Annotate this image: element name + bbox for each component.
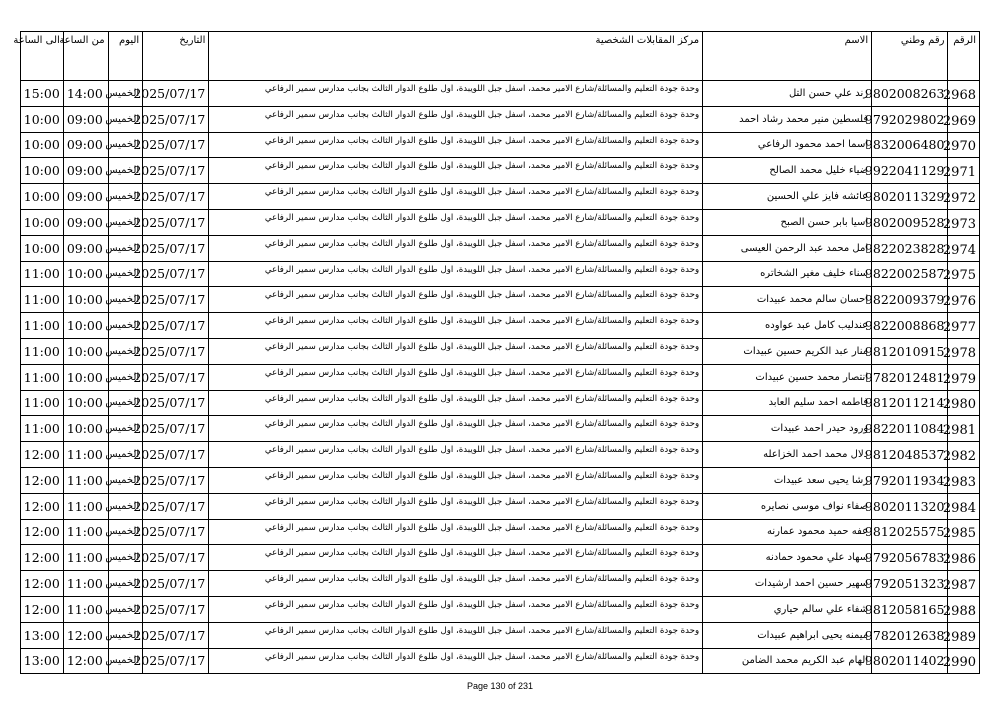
header-num: الرقم [948,32,980,81]
to-time-cell: 12:00 [21,493,64,519]
from-time-cell: 09:00 [63,132,108,158]
table-row [21,596,980,622]
row-number-cell: 2975 [948,261,980,287]
national-id-cell: 9822011084 [872,416,948,442]
from-time-cell: 14:00 [63,81,108,107]
from-time-cell: 11:00 [63,596,108,622]
table-body [21,81,980,674]
table-row [21,493,980,519]
table-header-row [21,32,980,81]
interview-date-cell: 2025/07/17 [143,442,209,468]
national-id-cell: 9792056783 [872,545,948,571]
person-name-cell: دلال محمد احمد الخزاعله [703,442,872,468]
to-time-cell: 12:00 [21,596,64,622]
to-time-cell: 15:00 [21,81,64,107]
interview-day-cell: الخميس [108,493,143,519]
person-name-cell: رشا يحيى سعد عبيدات [703,467,872,493]
person-name-cell: انتصار محمد حسين عبيدات [703,364,872,390]
row-number-cell: 2982 [948,442,980,468]
table-row [21,622,980,648]
national-id-cell: 9802009528 [872,209,948,235]
row-number-cell: 2983 [948,467,980,493]
interview-day-cell: الخميس [108,287,143,313]
person-name-cell: منار عبد الكريم حسين عبيدات [703,338,872,364]
interview-center-cell: وحدة جودة التعليم والمسائلة/شارع الامير محمد، اسفل جبل اللويبدة، اول طلوع الدوار الثالث بجانب مدارس سمير الرفاعي [209,467,703,493]
interview-date-cell: 2025/07/17 [143,184,209,210]
interview-date-cell: 2025/07/17 [143,519,209,545]
table-row [21,209,980,235]
national-id-cell: 9782012638 [872,622,948,648]
row-number-cell: 2989 [948,622,980,648]
table-row [21,235,980,261]
interview-day-cell: الخميس [108,209,143,235]
from-time-cell: 11:00 [63,442,108,468]
interview-date-cell: 2025/07/17 [143,209,209,235]
interview-center-cell: وحدة جودة التعليم والمسائلة/شارع الامير محمد، اسفل جبل اللويبدة، اول طلوع الدوار الثالث بجانب مدارس سمير الرفاعي [209,209,703,235]
row-number-cell: 2974 [948,235,980,261]
interview-center-cell: وحدة جودة التعليم والمسائلة/شارع الامير محمد، اسفل جبل اللويبدة، اول طلوع الدوار الثالث بجانب مدارس سمير الرفاعي [209,261,703,287]
to-time-cell: 12:00 [21,571,64,597]
table-row [21,442,980,468]
to-time-cell: 11:00 [21,338,64,364]
from-time-cell: 11:00 [63,467,108,493]
to-time-cell: 11:00 [21,287,64,313]
from-time-cell: 11:00 [63,519,108,545]
interview-center-cell: وحدة جودة التعليم والمسائلة/شارع الامير محمد، اسفل جبل اللويبدة، اول طلوع الدوار الثالث بجانب مدارس سمير الرفاعي [209,390,703,416]
table-row [21,519,980,545]
row-number-cell: 2971 [948,158,980,184]
interview-center-cell: وحدة جودة التعليم والمسائلة/شارع الامير محمد، اسفل جبل اللويبدة، اول طلوع الدوار الثالث بجانب مدارس سمير الرفاعي [209,338,703,364]
interview-day-cell: الخميس [108,158,143,184]
table-row [21,364,980,390]
row-number-cell: 2984 [948,493,980,519]
national-id-cell: 9822002587 [872,261,948,287]
interview-center-cell: وحدة جودة التعليم والمسائلة/شارع الامير محمد، اسفل جبل اللويبدة، اول طلوع الدوار الثالث بجانب مدارس سمير الرفاعي [209,364,703,390]
from-time-cell: 09:00 [63,158,108,184]
interview-date-cell: 2025/07/17 [143,287,209,313]
from-time-cell: 10:00 [63,287,108,313]
table-row [21,287,980,313]
person-name-cell: عفه حميد محمود عمارنه [703,519,872,545]
from-time-cell: 10:00 [63,313,108,339]
interview-date-cell: 2025/07/17 [143,106,209,132]
interview-date-cell: 2025/07/17 [143,467,209,493]
interview-day-cell: الخميس [108,648,143,674]
header-day: اليوم [108,32,143,81]
person-name-cell: سهاد علي محمود حمادنه [703,545,872,571]
row-number-cell: 2985 [948,519,980,545]
to-time-cell: 13:00 [21,622,64,648]
interview-date-cell: 2025/07/17 [143,571,209,597]
interview-day-cell: الخميس [108,184,143,210]
table-row [21,467,980,493]
interview-date-cell: 2025/07/17 [143,493,209,519]
to-time-cell: 11:00 [21,364,64,390]
interview-day-cell: الخميس [108,81,143,107]
document-sheet [13,31,980,674]
from-time-cell: 10:00 [63,364,108,390]
header-name: الاسم [703,32,872,81]
interview-day-cell: الخميس [108,467,143,493]
row-number-cell: 2981 [948,416,980,442]
table-row [21,261,980,287]
national-id-cell: 9822009379 [872,287,948,313]
table-row [21,158,980,184]
interview-day-cell: الخميس [108,545,143,571]
national-id-cell: 9792029802 [872,106,948,132]
national-id-cell: 9802011320 [872,493,948,519]
national-id-cell: 9812058165 [872,596,948,622]
person-name-cell: صفاء نواف موسى نصايره [703,493,872,519]
interview-schedule-table [13,31,980,674]
to-time-cell: 12:00 [21,545,64,571]
national-id-cell: 9792051323 [872,571,948,597]
interview-day-cell: الخميس [108,596,143,622]
person-name-cell: اسما احمد محمود الرفاعي [703,132,872,158]
row-number-cell: 2978 [948,338,980,364]
interview-day-cell: الخميس [108,571,143,597]
person-name-cell: عائشه فايز علي الحسين [703,184,872,210]
table-row [21,648,980,674]
interview-day-cell: الخميس [108,442,143,468]
from-time-cell: 11:00 [63,493,108,519]
interview-date-cell: 2025/07/17 [143,158,209,184]
interview-day-cell: الخميس [108,132,143,158]
interview-center-cell: وحدة جودة التعليم والمسائلة/شارع الامير محمد، اسفل جبل اللويبدة، اول طلوع الدوار الثالث بجانب مدارس سمير الرفاعي [209,313,703,339]
interview-day-cell: الخميس [108,519,143,545]
to-time-cell: 10:00 [21,158,64,184]
row-number-cell: 2969 [948,106,980,132]
interview-center-cell: وحدة جودة التعليم والمسائلة/شارع الامير محمد، اسفل جبل اللويبدة، اول طلوع الدوار الثالث بجانب مدارس سمير الرفاعي [209,416,703,442]
person-name-cell: عندليب كامل عبد عواوده [703,313,872,339]
to-time-cell: 12:00 [21,519,64,545]
header-date: التاريخ [143,32,209,81]
to-time-cell: 11:00 [21,313,64,339]
interview-center-cell: وحدة جودة التعليم والمسائلة/شارع الامير محمد، اسفل جبل اللويبدة، اول طلوع الدوار الثالث بجانب مدارس سمير الرفاعي [209,442,703,468]
interview-center-cell: وحدة جودة التعليم والمسائلة/شارع الامير محمد، اسفل جبل اللويبدة، اول طلوع الدوار الثالث بجانب مدارس سمير الرفاعي [209,106,703,132]
row-number-cell: 2970 [948,132,980,158]
person-name-cell: سهير حسين احمد ارشيدات [703,571,872,597]
header-from-time: من الساعة [63,32,108,81]
page-footer: Page 130 of 231 [466,681,534,691]
interview-center-cell: وحدة جودة التعليم والمسائلة/شارع الامير محمد، اسفل جبل اللويبدة، اول طلوع الدوار الثالث بجانب مدارس سمير الرفاعي [209,596,703,622]
national-id-cell: 9812025575 [872,519,948,545]
national-id-cell: 9792011934 [872,467,948,493]
from-time-cell: 11:00 [63,571,108,597]
from-time-cell: 09:00 [63,184,108,210]
from-time-cell: 12:00 [63,622,108,648]
national-id-cell: 9812010915 [872,338,948,364]
row-number-cell: 2990 [948,648,980,674]
interview-day-cell: الخميس [108,416,143,442]
interview-day-cell: الخميس [108,235,143,261]
header-national-id: رقم وطني [872,32,948,81]
table-row [21,106,980,132]
person-name-cell: رند علي حسن التل [703,81,872,107]
national-id-cell: 9812048537 [872,442,948,468]
interview-day-cell: الخميس [108,313,143,339]
from-time-cell: 09:00 [63,106,108,132]
table-row [21,81,980,107]
row-number-cell: 2980 [948,390,980,416]
interview-date-cell: 2025/07/17 [143,390,209,416]
interview-date-cell: 2025/07/17 [143,235,209,261]
interview-center-cell: وحدة جودة التعليم والمسائلة/شارع الامير محمد، اسفل جبل اللويبدة، اول طلوع الدوار الثالث بجانب مدارس سمير الرفاعي [209,648,703,674]
table-row [21,390,980,416]
row-number-cell: 2976 [948,287,980,313]
row-number-cell: 2972 [948,184,980,210]
person-name-cell: شفاء علي سالم حياري [703,596,872,622]
national-id-cell: 9822023828 [872,235,948,261]
table-row [21,545,980,571]
interview-date-cell: 2025/07/17 [143,338,209,364]
to-time-cell: 10:00 [21,184,64,210]
to-time-cell: 12:00 [21,442,64,468]
person-name-cell: احسان سالم محمد عبيدات [703,287,872,313]
row-number-cell: 2979 [948,364,980,390]
interview-date-cell: 2025/07/17 [143,261,209,287]
interview-day-cell: الخميس [108,338,143,364]
from-time-cell: 09:00 [63,235,108,261]
interview-date-cell: 2025/07/17 [143,416,209,442]
person-name-cell: ميمنه يحيى ابراهيم عبيدات [703,622,872,648]
person-name-cell: ضياء خليل محمد الصالح [703,158,872,184]
person-name-cell: ورود حيدر احمد عبيدات [703,416,872,442]
to-time-cell: 11:00 [21,416,64,442]
header-to-time: الى الساعة [21,32,64,81]
national-id-cell: 9822008868 [872,313,948,339]
person-name-cell: الهام عبد الكريم محمد الضامن [703,648,872,674]
national-id-cell: 9812011214 [872,390,948,416]
from-time-cell: 09:00 [63,209,108,235]
to-time-cell: 12:00 [21,467,64,493]
person-name-cell: فاطمه احمد سليم العابد [703,390,872,416]
interview-date-cell: 2025/07/17 [143,648,209,674]
interview-center-cell: وحدة جودة التعليم والمسائلة/شارع الامير محمد، اسفل جبل اللويبدة، اول طلوع الدوار الثالث بجانب مدارس سمير الرفاعي [209,571,703,597]
interview-center-cell: وحدة جودة التعليم والمسائلة/شارع الامير محمد، اسفل جبل اللويبدة، اول طلوع الدوار الثالث بجانب مدارس سمير الرفاعي [209,622,703,648]
to-time-cell: 10:00 [21,106,64,132]
to-time-cell: 10:00 [21,235,64,261]
table-row [21,338,980,364]
to-time-cell: 13:00 [21,648,64,674]
table-row [21,184,980,210]
person-name-cell: امل محمد عبد الرحمن العيسى [703,235,872,261]
interview-date-cell: 2025/07/17 [143,132,209,158]
national-id-cell: 9782012481 [872,364,948,390]
row-number-cell: 2986 [948,545,980,571]
interview-center-cell: وحدة جودة التعليم والمسائلة/شارع الامير محمد، اسفل جبل اللويبدة، اول طلوع الدوار الثالث بجانب مدارس سمير الرفاعي [209,287,703,313]
table-row [21,416,980,442]
interview-date-cell: 2025/07/17 [143,545,209,571]
national-id-cell: 9802008263 [872,81,948,107]
interview-day-cell: الخميس [108,364,143,390]
interview-center-cell: وحدة جودة التعليم والمسائلة/شارع الامير محمد، اسفل جبل اللويبدة، اول طلوع الدوار الثالث بجانب مدارس سمير الرفاعي [209,545,703,571]
from-time-cell: 10:00 [63,338,108,364]
person-name-cell: سناء خليف مغير الشخاتره [703,261,872,287]
row-number-cell: 2987 [948,571,980,597]
interview-center-cell: وحدة جودة التعليم والمسائلة/شارع الامير محمد، اسفل جبل اللويبدة، اول طلوع الدوار الثالث بجانب مدارس سمير الرفاعي [209,132,703,158]
national-id-cell: 9832006480 [872,132,948,158]
interview-day-cell: الخميس [108,390,143,416]
interview-day-cell: الخميس [108,261,143,287]
interview-date-cell: 2025/07/17 [143,81,209,107]
national-id-cell: 9802011402 [872,648,948,674]
row-number-cell: 2988 [948,596,980,622]
person-name-cell: فلسطين منير محمد رشاد احمد [703,106,872,132]
from-time-cell: 11:00 [63,545,108,571]
from-time-cell: 10:00 [63,390,108,416]
to-time-cell: 10:00 [21,209,64,235]
row-number-cell: 2977 [948,313,980,339]
from-time-cell: 10:00 [63,416,108,442]
from-time-cell: 10:00 [63,261,108,287]
interview-day-cell: الخميس [108,622,143,648]
row-number-cell: 2968 [948,81,980,107]
table-row [21,132,980,158]
to-time-cell: 11:00 [21,261,64,287]
interview-center-cell: وحدة جودة التعليم والمسائلة/شارع الامير محمد، اسفل جبل اللويبدة، اول طلوع الدوار الثالث بجانب مدارس سمير الرفاعي [209,184,703,210]
interview-center-cell: وحدة جودة التعليم والمسائلة/شارع الامير محمد، اسفل جبل اللويبدة، اول طلوع الدوار الثالث بجانب مدارس سمير الرفاعي [209,235,703,261]
row-number-cell: 2973 [948,209,980,235]
to-time-cell: 11:00 [21,390,64,416]
national-id-cell: 9922041129 [872,158,948,184]
interview-date-cell: 2025/07/17 [143,364,209,390]
interview-center-cell: وحدة جودة التعليم والمسائلة/شارع الامير محمد، اسفل جبل اللويبدة، اول طلوع الدوار الثالث بجانب مدارس سمير الرفاعي [209,158,703,184]
from-time-cell: 12:00 [63,648,108,674]
interview-center-cell: وحدة جودة التعليم والمسائلة/شارع الامير محمد، اسفل جبل اللويبدة، اول طلوع الدوار الثالث بجانب مدارس سمير الرفاعي [209,81,703,107]
interview-center-cell: وحدة جودة التعليم والمسائلة/شارع الامير محمد، اسفل جبل اللويبدة، اول طلوع الدوار الثالث بجانب مدارس سمير الرفاعي [209,519,703,545]
interview-date-cell: 2025/07/17 [143,622,209,648]
to-time-cell: 10:00 [21,132,64,158]
interview-date-cell: 2025/07/17 [143,313,209,339]
interview-center-cell: وحدة جودة التعليم والمسائلة/شارع الامير محمد، اسفل جبل اللويبدة، اول طلوع الدوار الثالث بجانب مدارس سمير الرفاعي [209,493,703,519]
header-center: مركز المقابلات الشخصية [209,32,703,81]
interview-day-cell: الخميس [108,106,143,132]
person-name-cell: اسيا بابر حسن الصبح [703,209,872,235]
table-row [21,313,980,339]
interview-date-cell: 2025/07/17 [143,596,209,622]
table-row [21,571,980,597]
national-id-cell: 9802011329 [872,184,948,210]
